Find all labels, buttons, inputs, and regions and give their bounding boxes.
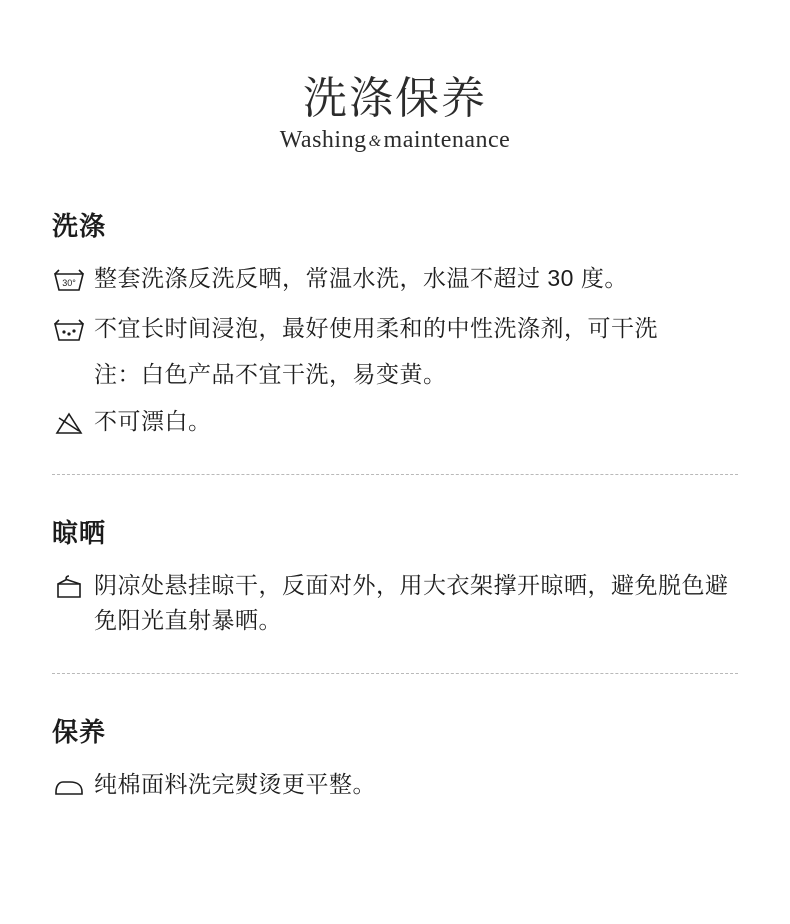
page-title: 洗涤保养	[303, 74, 487, 123]
section-divider	[52, 673, 738, 674]
section-title-maintenance: 保养	[52, 717, 107, 748]
care-line	[52, 404, 738, 440]
care-line-text: 阴凉处悬挂晾干，反面对外，用大衣架撑开晾晒，避免脱色避免阳光直射暴晒。	[94, 571, 729, 634]
care-line	[52, 767, 738, 803]
wash-tub-30-icon	[52, 265, 86, 295]
care-sections	[0, 206, 790, 802]
subtitle-right: maintenance	[383, 127, 511, 154]
care-line	[52, 568, 738, 639]
subtitle-ampersand: &	[368, 133, 382, 151]
hanger-dry-icon	[52, 572, 86, 602]
section-divider	[52, 474, 738, 475]
page-header	[0, 0, 790, 154]
spacer	[52, 392, 738, 404]
care-line-note: 注：白色产品不宜干洗，易变黄。	[94, 360, 447, 387]
care-line-text: 不宜长时间浸泡，最好使用柔和的中性洗涤剂，可干洗	[94, 314, 658, 341]
care-line	[52, 311, 738, 347]
section-title-washing: 洗涤	[52, 211, 107, 242]
wash-tub-gentle-icon	[52, 315, 86, 345]
section-title-drying: 晾晒	[52, 517, 107, 548]
page-subtitle	[0, 127, 790, 154]
care-line	[52, 261, 738, 297]
section-drying	[52, 513, 738, 639]
care-line-text: 整套洗涤反洗反晒，常温水洗，水温不超过 30 度。	[94, 265, 628, 292]
iron-icon	[52, 771, 86, 801]
section-washing	[52, 206, 738, 440]
care-line-text: 纯棉面料洗完熨烫更平整。	[94, 771, 376, 798]
care-line-text: 不可漂白。	[94, 408, 212, 435]
no-bleach-icon	[52, 408, 86, 438]
svg-text:30°: 30°	[62, 278, 76, 289]
section-maintenance	[52, 712, 738, 803]
subtitle-left: Washing	[279, 127, 367, 154]
